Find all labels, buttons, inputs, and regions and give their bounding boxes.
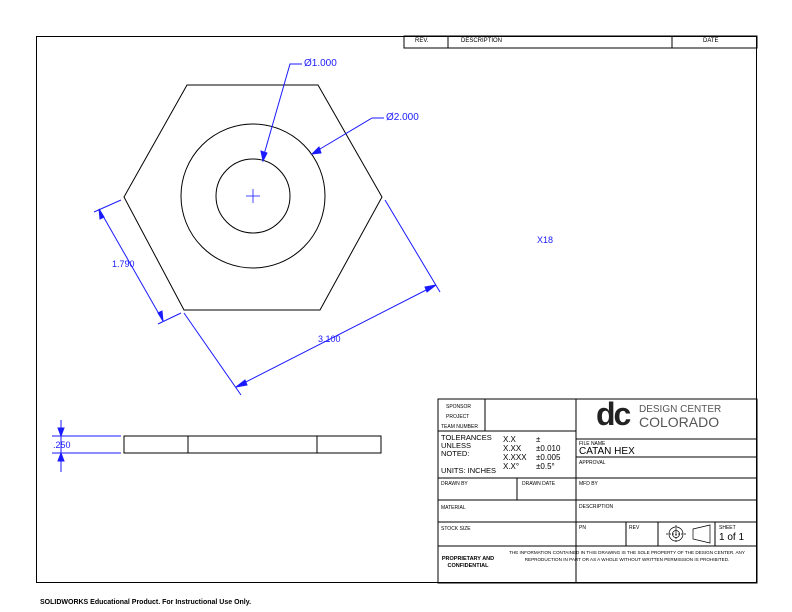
quantity-label: X18 — [537, 235, 554, 245]
tolerance-table — [503, 435, 560, 471]
tolerance-row: X.X° ±0.5° — [503, 462, 555, 471]
stock-size-label: STOCK SIZE — [441, 526, 471, 532]
educational-watermark: SOLIDWORKS Educational Product. For Instructional Use Only. — [40, 599, 252, 606]
tolerance-row: X.XXX ±0.005 — [503, 453, 561, 462]
inner-diameter-label: Ø1.000 — [304, 58, 337, 69]
side-length-label: 1.790 — [112, 259, 135, 269]
pn-label: PN — [579, 525, 586, 531]
sponsor-label: SPONSOR — [446, 404, 472, 410]
third-angle-projection-icon — [666, 525, 710, 543]
proprietary-label: PROPRIETARY AND CONFIDENTIAL — [441, 556, 495, 569]
description-header: DESCRIPTION — [461, 38, 503, 44]
units-label: UNITS: INCHES — [441, 466, 497, 475]
thickness-label: .250 — [53, 440, 71, 450]
tolerance-row: X.XX ±0.010 — [503, 444, 561, 453]
diameter-leaders — [261, 64, 384, 161]
rev-header: REV. — [415, 38, 429, 44]
center-mark — [246, 189, 260, 203]
mfd-by-label: MFD BY — [579, 481, 598, 487]
sheet-label: SHEET — [719, 525, 736, 531]
logo-line-2: COLORADO — [639, 414, 720, 430]
side-view — [124, 436, 381, 453]
proprietary-text: THE INFORMATION CONTAINED IN THIS DRAWING IS THE SOLE PROPERTY OF THE DESIGN CENTER. ANY REPRODUCTION IN PART OR AS A WHOLE WITHOUT WRITTEN PERMISSION IS PROHIBITED. — [509, 550, 745, 562]
approval-label: APPROVAL — [579, 460, 606, 466]
rev-label: REV — [629, 525, 640, 531]
dc-logo-letters: dc — [596, 396, 630, 432]
description-label: DESCRIPTION — [579, 504, 614, 510]
side-dimension — [94, 200, 181, 324]
flat-width-label: 3.100 — [318, 334, 341, 344]
drawn-date-label: DRAWN DATE — [522, 481, 556, 487]
file-name-label: FILE NAME — [579, 441, 606, 447]
flat-width-dimension — [184, 200, 440, 395]
material-label: MATERIAL — [441, 505, 466, 511]
team-number-label: TEAM NUMBER — [441, 424, 478, 430]
date-header: DATE — [703, 38, 719, 44]
project-label: PROJECT — [446, 414, 470, 420]
file-name-value: CATAN HEX — [579, 446, 635, 457]
sheet-value: 1 of 1 — [719, 532, 745, 543]
outer-diameter-label: Ø2.000 — [386, 112, 419, 123]
tolerances-label: TOLERANCES UNLESS NOTED: — [441, 433, 492, 458]
logo-line-1: DESIGN CENTER — [639, 404, 722, 415]
drawn-by-label: DRAWN BY — [441, 481, 468, 487]
tolerance-row: X.X ± — [503, 435, 541, 444]
